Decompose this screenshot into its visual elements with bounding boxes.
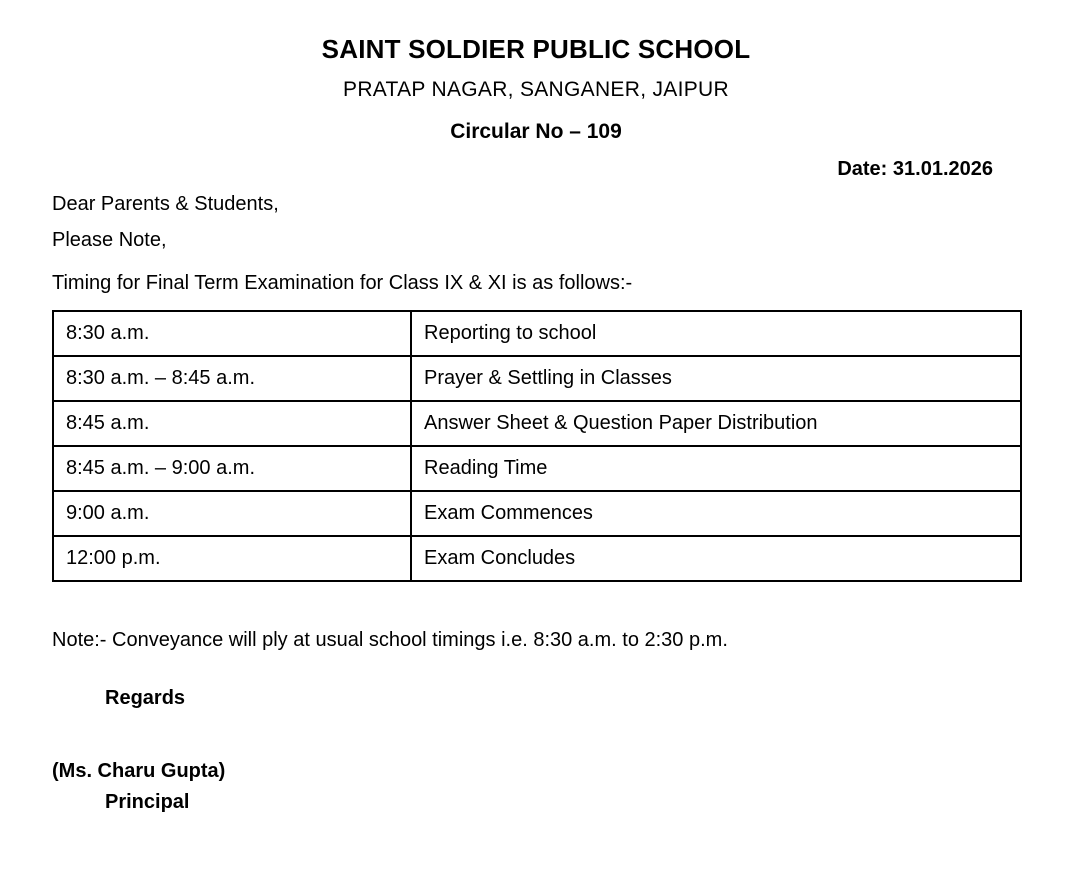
signatory-designation: Principal <box>105 791 190 813</box>
table-row <box>53 356 1021 401</box>
please-note-line: Please Note, <box>52 229 167 251</box>
regards-line: Regards <box>105 687 186 709</box>
table-row <box>53 491 1021 536</box>
time-cell: 8:30 a.m. <box>53 311 411 356</box>
activity-cell: Exam Concludes <box>411 536 1021 581</box>
activity-cell: Reading Time <box>411 446 1021 491</box>
time-cell: 8:45 a.m. – 9:00 a.m. <box>53 446 411 491</box>
time-cell: 8:45 a.m. <box>53 401 411 446</box>
activity-cell: Answer Sheet & Question Paper Distribution <box>411 401 1021 446</box>
table-row <box>53 401 1021 446</box>
time-cell: 8:30 a.m. – 8:45 a.m. <box>53 356 411 401</box>
activity-cell: Prayer & Settling in Classes <box>411 356 1021 401</box>
conveyance-note: Note:- Conveyance will ply at usual school timings i.e. 8:30 a.m. to 2:30 p.m. <box>52 629 728 651</box>
signatory-name: (Ms. Charu Gupta) <box>52 760 226 782</box>
schedule-table-body <box>53 311 1021 581</box>
table-row <box>53 536 1021 581</box>
circular-number: Circular No – 109 <box>450 120 622 143</box>
school-address: PRATAP NAGAR, SANGANER, JAIPUR <box>343 78 729 101</box>
schedule-table <box>52 310 1022 582</box>
table-row <box>53 311 1021 356</box>
timing-intro-line: Timing for Final Term Examination for Class IX & XI is as follows:- <box>52 272 633 294</box>
time-cell: 9:00 a.m. <box>53 491 411 536</box>
activity-cell: Exam Commences <box>411 491 1021 536</box>
time-cell: 12:00 p.m. <box>53 536 411 581</box>
table-row <box>53 446 1021 491</box>
document-date: Date: 31.01.2026 <box>837 158 993 180</box>
page-title: SAINT SOLDIER PUBLIC SCHOOL <box>321 34 751 64</box>
activity-cell: Reporting to school <box>411 311 1021 356</box>
greeting-line: Dear Parents & Students, <box>52 193 279 215</box>
